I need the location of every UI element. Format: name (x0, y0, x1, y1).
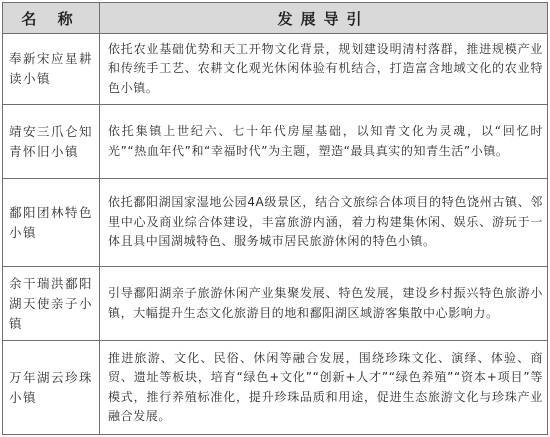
town-name-cell: 余干瑞洪鄱阳湖天使亲子小镇 (3, 267, 100, 341)
table-header-row (3, 3, 548, 34)
guide-description-cell: 推进旅游、文化、民俗、休闲等融合发展，围绕珍珠文化、演绎、体验、商贸、遗址等板块，培育“绿色+文化”“创新+人才”“绿色养殖”“资本+项目”等模式，推行养殖标准化，提升珍珠品质和用途，促进生态旅游文化与珍珠产业融合发展。 (100, 341, 548, 435)
town-name-cell: 奉新宋应星耕读小镇 (3, 34, 100, 105)
column-header-guide: 发展导引 (100, 3, 548, 34)
table-row (3, 105, 548, 179)
town-name-cell: 万年湖云珍珠小镇 (3, 341, 100, 435)
document-sheet (2, 2, 547, 435)
guide-description-cell: 依托集镇上世纪六、七十年代房屋基础，以知青文化为灵魂，以“回忆时光”“热血年代”和“幸福时代”为主题，塑造“最具真实的知青生活”小镇。 (100, 105, 548, 179)
guide-description-cell: 依托农业基础优势和天工开物文化背景，规划建设明清村落群，推进规模产业和传统手工艺、农耕文化观光休闲体验有机结合，打造富含地域文化的农业特色小镇。 (100, 34, 548, 105)
town-name-cell: 靖安三爪仑知青怀旧小镇 (3, 105, 100, 179)
table-row (3, 341, 548, 435)
table-row (3, 179, 548, 267)
guide-description-cell: 依托鄱阳湖国家湿地公园4A级景区，结合文旅综合体项目的特色饶州古镇、邻里中心及商业综合体建设，丰富旅游内涵，着力构建集休闲、娱乐、游玩于一体且具中国湖城特色、服务城市居民旅游休闲的特色小镇。 (100, 179, 548, 267)
column-header-name: 名 称 (3, 3, 100, 34)
table-row (3, 34, 548, 105)
town-name-cell: 鄱阳团林特色小镇 (3, 179, 100, 267)
table-row (3, 267, 548, 341)
development-guide-table (2, 2, 548, 435)
guide-description-cell: 引导鄱阳湖亲子旅游休闲产业集聚发展、特色发展，建设乡村振兴特色旅游小镇，大幅提升生态文化旅游目的地和鄱阳湖区域游客集散中心影响力。 (100, 267, 548, 341)
